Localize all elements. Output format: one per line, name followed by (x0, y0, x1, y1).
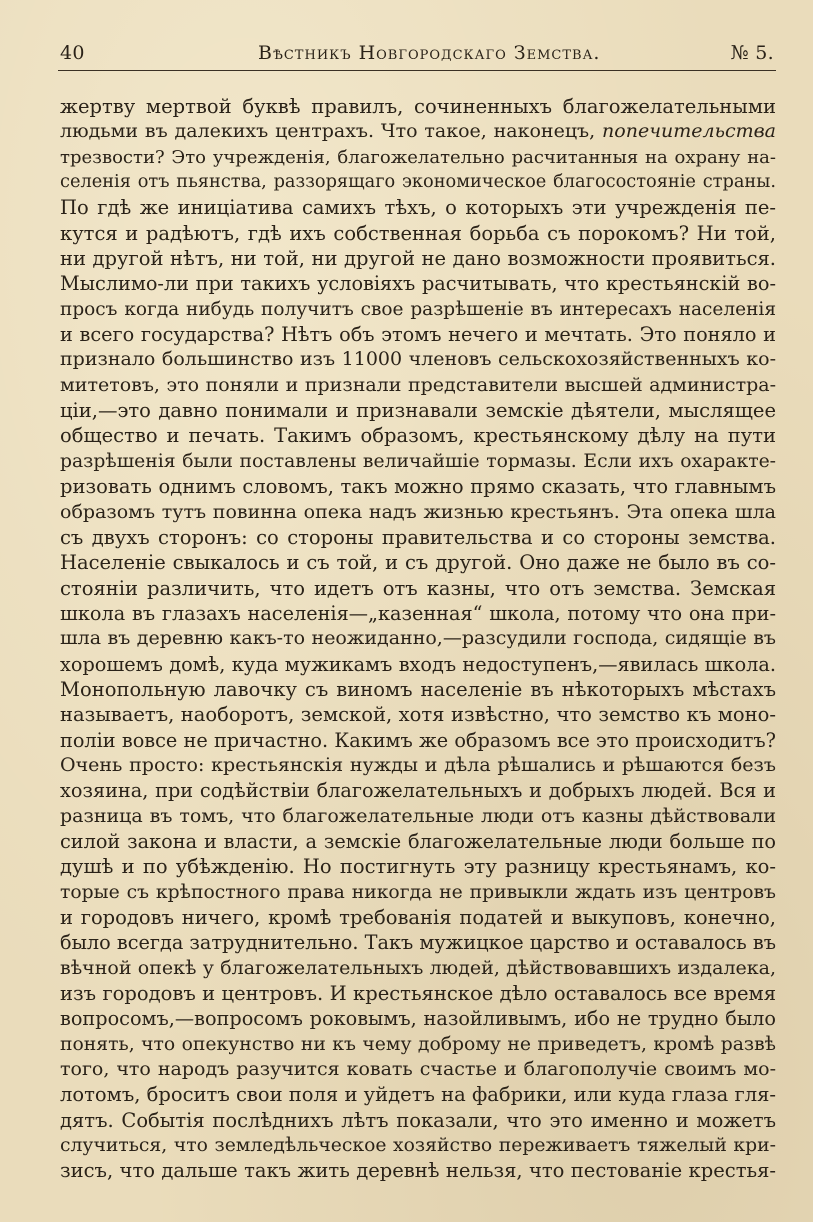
text-line: поліи вовсе не причастно. Какимъ же образомъ все это происходитъ? (60, 728, 776, 752)
text-line: Очень просто: крестьянскія нужды и дѣла рѣшались и рѣшаются безъ (60, 753, 776, 776)
text-line: лотомъ, броситъ свои поля и уйдетъ на фабрики, или куда глаза гля- (60, 1083, 776, 1107)
text-line: просъ когда нибудь получитъ свое разрѣшеніе въ интересахъ населенія (60, 298, 776, 320)
text-line: вопросомъ,—вопросомъ роковымъ, назойливымъ, ибо не трудно было (60, 1007, 776, 1031)
text-line: ціи,—это давно понимали и признавали земскіе дѣятели, мыслящее (60, 399, 776, 423)
text-line: хорошемъ домѣ, куда мужикамъ входъ недоступенъ,—явилась школа. (60, 652, 776, 676)
text-line: дятъ. Событія послѣднихъ лѣтъ показали, что это именно и можетъ (60, 1108, 776, 1132)
text-line: образомъ тутъ повинна опека надъ жизнью крестьянъ. Эта опека шла (60, 500, 776, 523)
text-line: душѣ и по убѣжденію. Но постигнуть эту разницу крестьянамъ, ко- (60, 855, 776, 879)
text-line: школа въ глазахъ населенія—„казенная“ школа, потому что она при- (60, 601, 776, 625)
text-line: силой закона и власти, а земскіе благожелательные люди больше по (60, 829, 776, 853)
text-line: признало большинство изъ 11000 членовъ сельскохозяйственныхъ ко- (60, 348, 776, 371)
text-line: Населеніе свыкалось и съ той, и съ другой. Оно даже не было въ со- (60, 551, 776, 575)
text-line: Монопольную лавочку съ виномъ населеніе въ нѣкоторыхъ мѣстахъ (60, 677, 776, 701)
text-line: кутся и радѣютъ, гдѣ ихъ собственная борьба съ порокомъ? Ни той, (60, 221, 776, 245)
text-line: того, что народъ разучится ковать счастье и благополучіе своимъ мо- (60, 1058, 776, 1081)
text-line: называетъ, наоборотъ, земской, хотя извѣстно, что земство къ моно- (60, 703, 776, 727)
text-line: людьми въ далекихъ центрахъ. Что такое, наконецъ, попечительства (60, 120, 776, 143)
text-line: селенія отъ пьянства, раззорящаго экономическое благосостояніе страны. (60, 172, 776, 193)
text-line: разница въ томъ, что благожелательные люди отъ казны дѣйствовали (60, 804, 776, 827)
text-line: и всего государства? Нѣтъ объ этомъ нечего и мечтать. Это поняло и (60, 323, 776, 347)
text-line: съ двухъ сторонъ: со стороны правительства и со стороны земства. (60, 525, 776, 549)
text-line: вѣчной опекѣ у благожелательныхъ людей, дѣйствовавшихъ издалека, (60, 956, 776, 979)
text-line: и городовъ ничего, кромѣ требованія податей и выкуповъ, конечно, (60, 906, 776, 929)
text-line: разрѣшенія были поставлены величайшіе тормазы. Если ихъ охаракте- (60, 450, 776, 472)
text-line: стояніи различить, что идетъ отъ казны, что отъ земства. Земская (60, 576, 776, 600)
text-line: зисъ, что дальше такъ жить деревнѣ нельзя, что пестованіе крестья- (60, 1159, 776, 1183)
text-line: шла въ деревню какъ-то неожиданно,—разсудили господа, сидящіе въ (60, 627, 776, 650)
text-line: общество и печать. Такимъ образомъ, крестьянскому дѣлу на пути (60, 424, 776, 448)
page-number: 40 (60, 42, 85, 64)
text-line: Мыслимо-ли при такихъ условіяхъ расчитывать, что крестьянскій во- (60, 272, 776, 296)
text-line: случиться, что земледѣльческое хозяйство переживаетъ тяжелый кри- (60, 1135, 776, 1157)
text-line: жертву мертвой буквѣ правилъ, сочиненныхъ благожелательными (60, 95, 776, 118)
text-line: понять, что опекунство ни къ чему доброму не приведетъ, кромѣ развѣ (60, 1033, 776, 1055)
journal-title: Вѣстникъ Новгородскаго Земства. (258, 42, 601, 64)
header-rule (58, 70, 776, 71)
issue-number: № 5. (730, 42, 774, 64)
text-line: хозяина, при содѣйствіи благожелательныхъ и добрыхъ людей. Вся и (60, 779, 776, 803)
text-line: ризовать однимъ словомъ, такъ можно прямо сказать, что главнымъ (60, 475, 776, 499)
running-header (60, 40, 774, 70)
emphasized-word: попечительства (602, 120, 776, 143)
text-line: торые съ крѣпостного права никогда не привыкли ждать изъ центровъ (60, 881, 776, 903)
text-line: митетовъ, это поняли и признали представители высшей администра- (60, 373, 776, 396)
text-line: трезвости? Это учрежденія, благожелательно расчитанныя на охрану на- (60, 146, 776, 168)
text-line: ни другой нѣтъ, ни той, ни другой не дано возможности проявиться. (60, 247, 776, 271)
text-line: По гдѣ же иниціатива самихъ тѣхъ, о которыхъ эти учрежденія пе- (60, 196, 776, 220)
text-line: изъ городовъ и центровъ. И крестьянское дѣло оставалось все время (60, 982, 776, 1006)
text-line: было всегда затруднительно. Такъ мужицкое царство и оставалось въ (60, 931, 776, 955)
body-text (60, 94, 776, 1184)
